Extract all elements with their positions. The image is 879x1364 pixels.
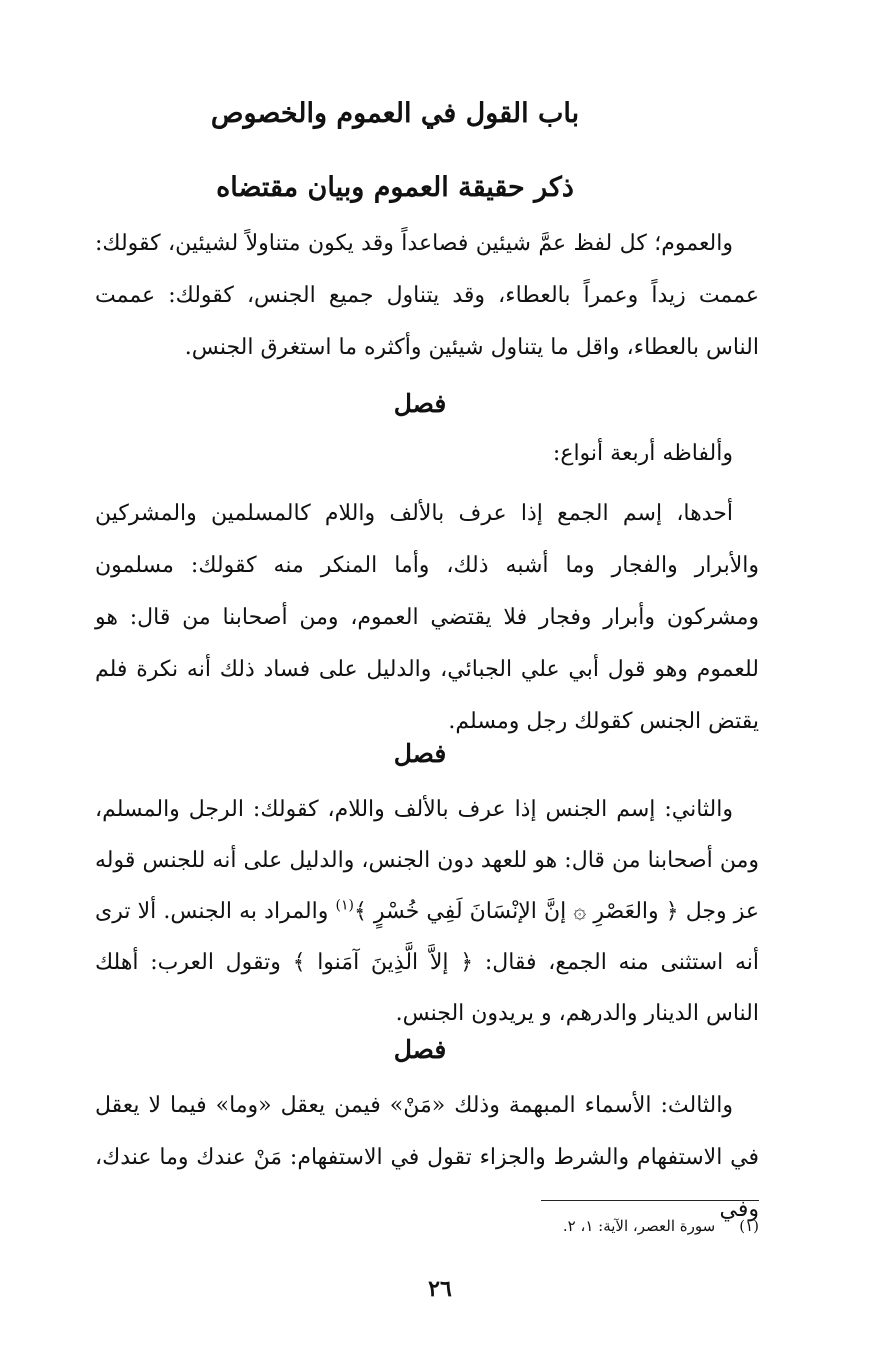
second-type-text-mid: والمراد به الجنس. ألا ترى أنه استثنى منه الجمع، فقال: xyxy=(95,899,759,975)
footnote xyxy=(95,1214,759,1238)
fasl-heading-1: فصل xyxy=(393,389,447,418)
page-number: ٢٦ xyxy=(428,1276,452,1302)
third-type-paragraph: والثالث: الأسماء المبهمة وذلك «مَنْ» فيمن يعقل «وما» فيما لا يعقل في الاستفهام والشرط والجزاء تقول في الاستفهام: مَنْ عندك وما عندك، وفي xyxy=(95,1093,759,1222)
second-type-text-end: وتقول العرب: أهلك الناس الدينار والدرهم، و يريدون الجنس. xyxy=(95,950,759,1026)
second-type-paragraph xyxy=(95,784,759,1039)
quran-verse-illa: ﴿ إلاَّ الَّذِينَ آمَنوا ﴾ xyxy=(292,950,474,975)
footnote-text: سورة العصر، الآية: ١، ٢. xyxy=(562,1217,716,1235)
first-type-paragraph: أحدها، إسم الجمع إذا عرف بالألف واللام كالمسلمين والمشركين والأبرار والفجار وما أشبه ذلك، وأما المنكر منه كقولك: مسلمون ومشركون وأبرار وفجار فلا يقتضي العموم، ومن أصحابنا من قال: هو للعموم وهو قول أبي علي الجبائي، والدليل على فساد ذلك أنه نكرة فلم يقتض الجنس كقولك رجل ومسلم. xyxy=(95,501,759,734)
footnote-reference[interactable]: (١) xyxy=(335,897,354,914)
fasl-heading-3: فصل xyxy=(393,1035,447,1064)
footnote-separator xyxy=(541,1200,759,1201)
book-page xyxy=(95,0,759,1364)
section-title: ذكر حقيقة العموم وبيان مقتضاه xyxy=(216,172,574,203)
chapter-title: باب القول في العموم والخصوص xyxy=(210,98,580,129)
footnote-number: (١) xyxy=(739,1217,759,1235)
quran-verse-asr: ﴿ والعَصْرِ ۞ إنَّ الإنْسَانَ لَفِي خُسْرٍ ﴾ xyxy=(353,899,679,924)
intro-paragraph: والعموم؛ كل لفظ عمَّ شيئين فصاعداً وقد يكون متناولاً لشيئين، كقولك: عممت زيداً وعمراً بالعطاء، وقد يتناول جميع الجنس، كقولك: عممت الناس بالعطاء، واقل ما يتناول شيئين وأكثره ما استغرق الجنس. xyxy=(95,231,759,360)
types-intro: وألفاظه أربعة أنواع: xyxy=(552,441,733,466)
fasl-heading-2: فصل xyxy=(393,739,447,768)
second-type-text-start: والثاني: إسم الجنس إذا عرف بالألف واللام، كقولك: الرجل والمسلم، ومن أصحابنا من قال: هو للعهد دون الجنس، والدليل على أنه للجنس قوله عز وجل xyxy=(95,797,759,924)
